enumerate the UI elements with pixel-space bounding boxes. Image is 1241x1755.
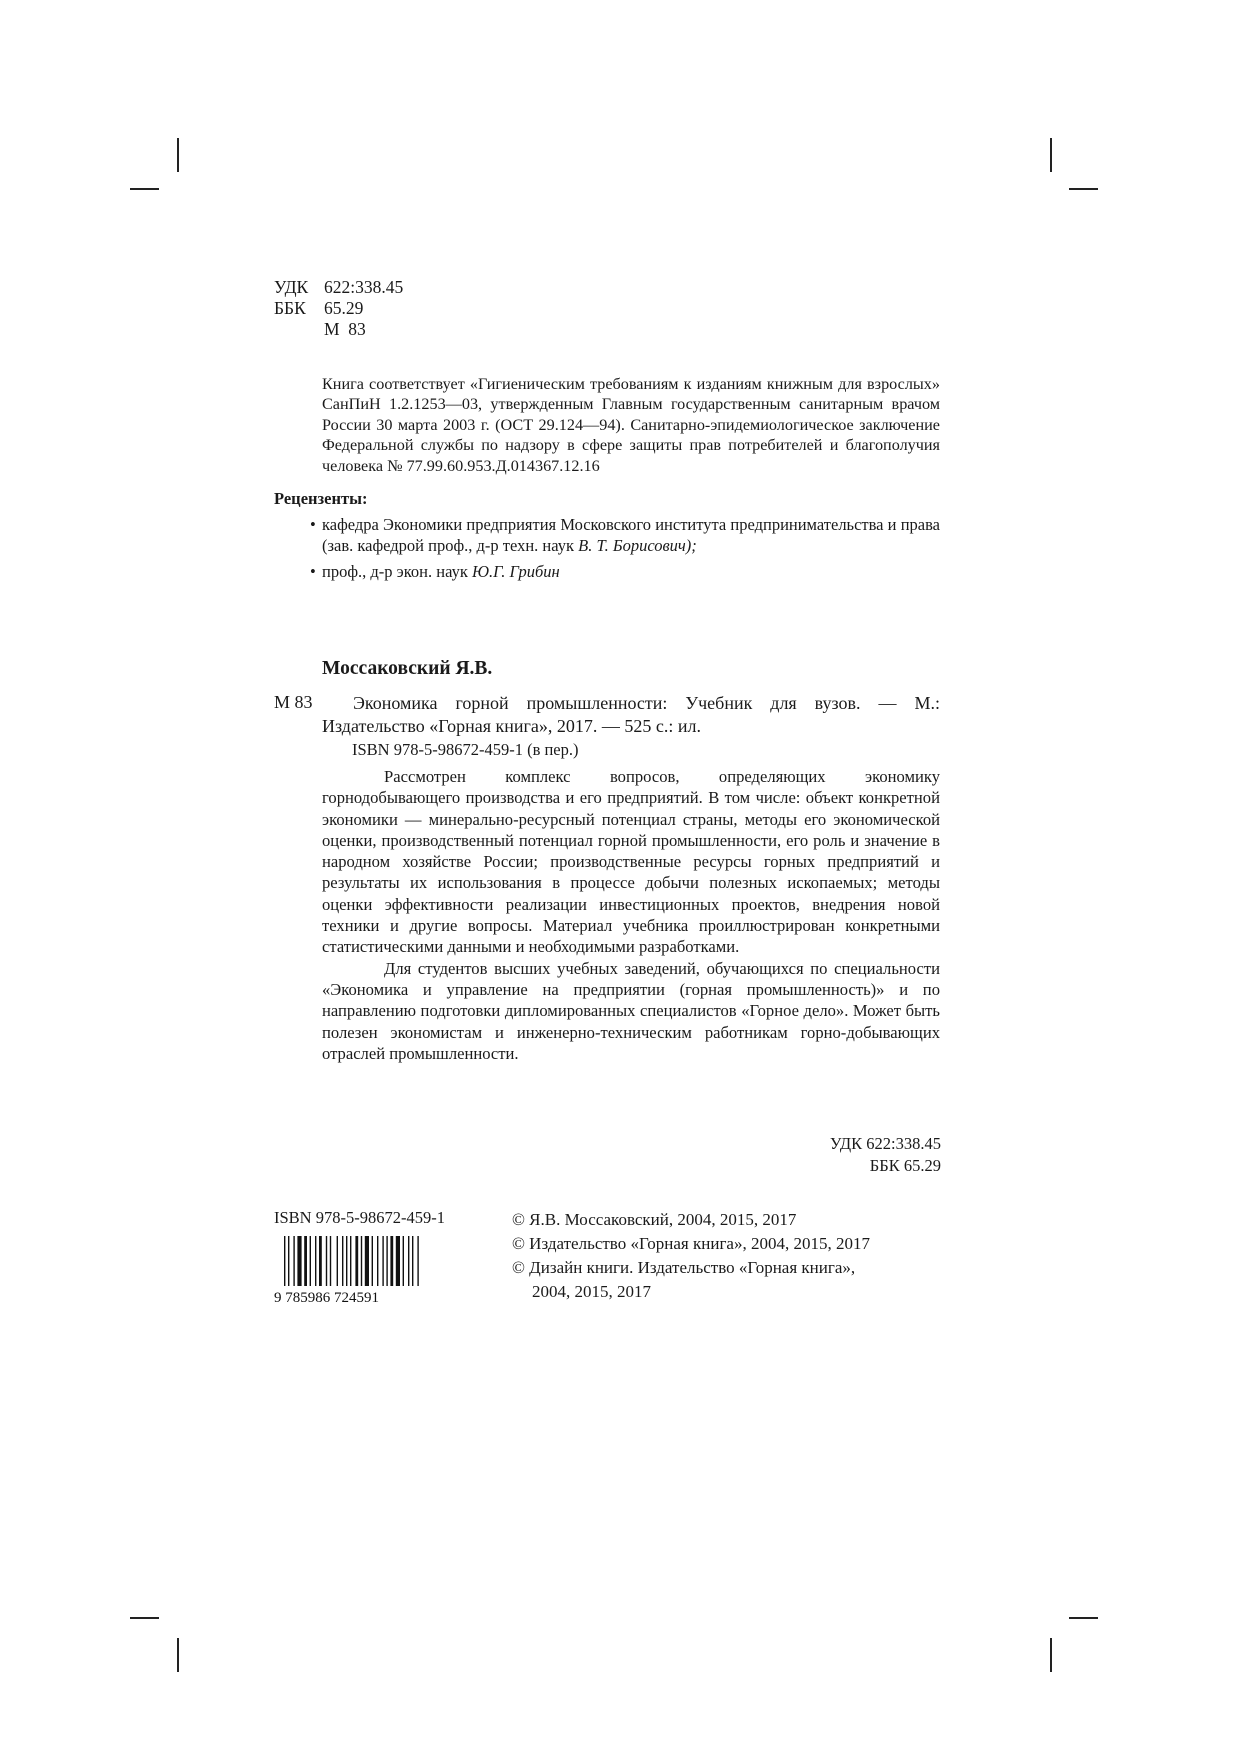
udk-row: [274, 277, 403, 298]
barcode-bar: [372, 1236, 373, 1286]
barcode-bar: [408, 1236, 409, 1286]
copyright-block: [512, 1208, 870, 1304]
author-name: Моссаковский Я.В.: [322, 658, 493, 679]
bbk-code: ББК 65.29: [869, 1156, 941, 1175]
barcode-bar: [355, 1236, 358, 1286]
barcode-bar: [365, 1236, 369, 1286]
crop-mark: [1050, 138, 1052, 172]
crop-mark: [1050, 1638, 1052, 1672]
barcode-bar: [293, 1236, 294, 1286]
barcode-bar: [346, 1236, 347, 1286]
barcode-bar: [382, 1236, 383, 1286]
reviewer-name: В. Т. Борисович);: [578, 536, 697, 555]
copyright-line: © Я.В. Моссаковский, 2004, 2015, 2017: [512, 1210, 797, 1229]
annotation-paragraph: Для студентов высших учебных заведений, обучающихся по специальности «Экономика и управление на предприятии (горная промышленность)» и по направлению подготовки дипломированных специалистов «Горное дело». Может быть полезен экономистам и инженерно-техническим работникам горно-добывающих отраслей промышленности.: [322, 958, 940, 1063]
barcode-bars: [284, 1236, 419, 1286]
copyright-line: © Дизайн книги. Издательство «Горная книга»,: [512, 1258, 856, 1277]
barcode-bar: [315, 1236, 316, 1286]
copyright-line: © Издательство «Горная книга», 2004, 2015, 2017: [512, 1234, 870, 1253]
barcode-bar: [326, 1236, 327, 1286]
copyright-line: 2004, 2015, 2017: [532, 1282, 651, 1301]
barcode-bar: [417, 1236, 418, 1286]
crop-mark: [177, 1638, 179, 1672]
barcode-bar: [304, 1236, 307, 1286]
udk-footer: [830, 1133, 941, 1177]
code-value: 65.29: [324, 298, 364, 318]
isbn-line: ISBN 978-5-98672-459-1 (в пер.): [352, 740, 579, 759]
crop-mark: [1069, 188, 1098, 190]
reviewers-title: Рецензенты:: [274, 489, 368, 508]
barcode-bar: [361, 1236, 362, 1286]
reviewer-name: Ю.Г. Грибин: [471, 562, 560, 581]
classification-codes: [274, 277, 403, 340]
crop-mark: [130, 1617, 159, 1619]
code-key: ББК: [274, 298, 306, 318]
reviewer-text: проф., д-р экон. наук: [322, 562, 472, 581]
barcode-bar: [342, 1236, 343, 1286]
author-sign: М 83: [274, 692, 313, 712]
bullet: •: [310, 562, 316, 581]
code-key: УДК: [274, 277, 309, 297]
barcode-bar: [288, 1236, 289, 1286]
reviewer-item: [310, 561, 940, 582]
barcode-bar: [284, 1236, 285, 1286]
crop-mark: [177, 138, 179, 172]
barcode-bar: [337, 1236, 338, 1286]
barcode-bar: [330, 1236, 331, 1286]
barcode-bar: [396, 1236, 400, 1286]
barcode-bar: [297, 1236, 301, 1286]
barcode-bar: [377, 1236, 378, 1286]
bbk-row: [274, 298, 403, 319]
crop-mark: [1069, 1617, 1098, 1619]
annotation-paragraph: Рассмотрен комплекс вопросов, определяющих экономику горнодобывающего производства и его предприятий. В том числе: объект конкретной экономики — минерально-ресурсный потенциал страны, методы его экономической оценки, производственный потенциал горной промышленности, его роль и значение в народном хозяйстве России; производственные ресурсы горных предприятий и результаты их использования в процессе добычи полезных ископаемых; методы оценки эффективности реализации инвестиционных проектов, внедрения новой техники и другие вопросы. Материал учебника проиллюстрирован конкретными статистическими данными и необходимыми разработками.: [322, 767, 940, 957]
barcode-bar: [310, 1236, 311, 1286]
author-sign-row: [274, 319, 403, 340]
udk-code: УДК 622:338.45: [829, 1134, 941, 1153]
code-value: 622:338.45: [324, 277, 404, 297]
hygiene-note: Книга соответствует «Гигиеническим требованиям к изданиям книжным для взрослых» СанПиН 1.2.1253—03, утвержденным Главным государственным санитарным врачом России 30 марта 2003 г. (ОСТ 29.124—94). Санитарно-эпидемиологическое заключение Федеральной службы по надзору в сфере защиты прав потребителей и благополучия человека № 77.99.60.953.Д.014367.12.16: [322, 375, 940, 475]
annotation: [322, 766, 940, 1064]
barcode-bar: [350, 1236, 351, 1286]
reviewer-text: кафедра Экономики предприятия Московского института предпринимательства и права (зав. кафедрой проф., д-р техн. наук: [322, 515, 940, 555]
code-value: М 83: [324, 319, 366, 339]
bullet: •: [310, 515, 316, 534]
title-line: Издательство «Горная книга», 2017. — 525 с.: ил.: [322, 716, 701, 736]
isbn-label: ISBN 978-5-98672-459-1: [274, 1208, 445, 1227]
book-title: [322, 692, 940, 738]
crop-mark: [130, 188, 159, 190]
barcode-digits: 9 785986 724591: [274, 1290, 379, 1304]
reviewer-item: [310, 514, 940, 556]
barcode-bar: [319, 1236, 322, 1286]
code-key: [274, 319, 324, 340]
barcode-bar: [390, 1236, 393, 1286]
title-line: Экономика горной промышленности: Учебник для вузов. — М.:: [353, 693, 940, 713]
barcode-bar: [403, 1236, 404, 1286]
barcode-bar: [412, 1236, 413, 1286]
barcode: [274, 1234, 464, 1304]
barcode-bar: [386, 1236, 387, 1286]
